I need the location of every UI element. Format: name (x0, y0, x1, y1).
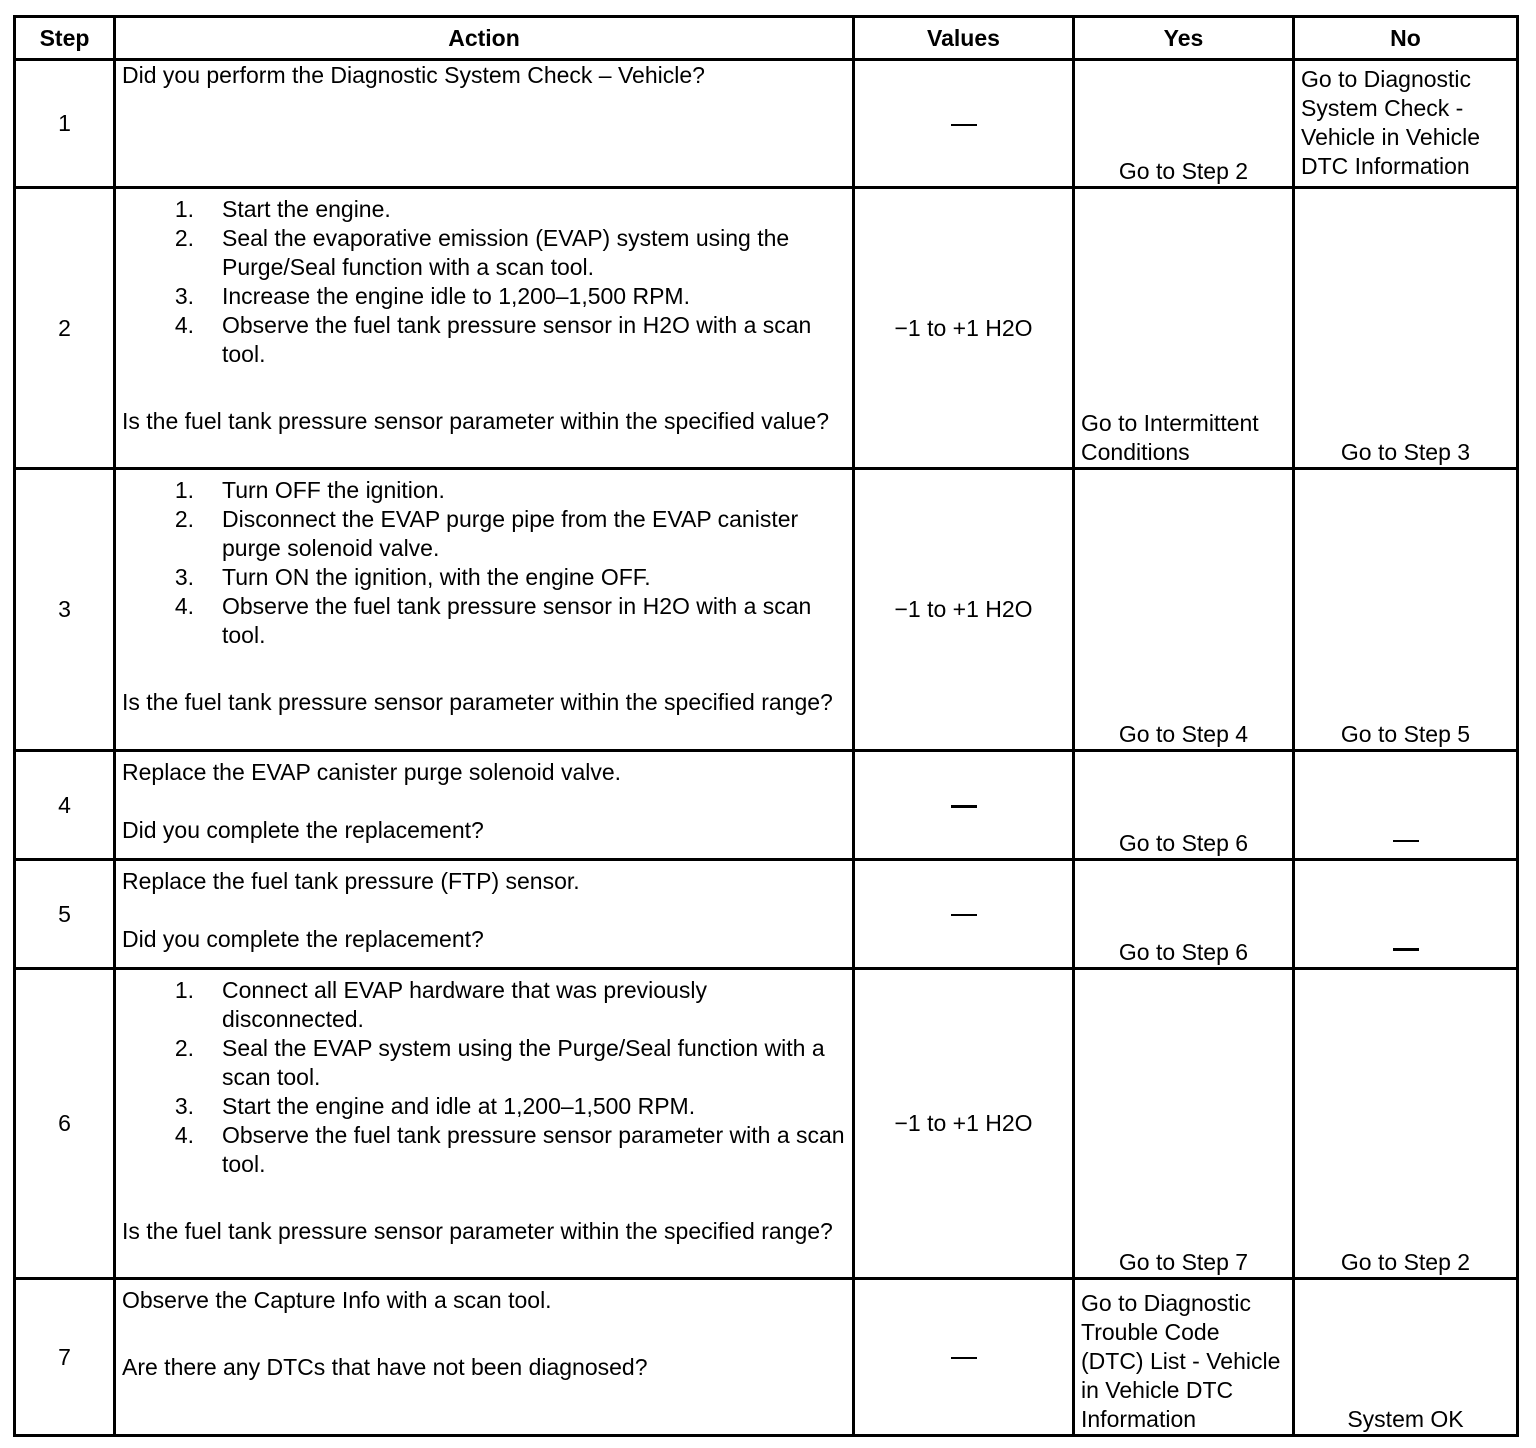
no-cell (1294, 751, 1518, 860)
step-number: 4 (15, 751, 115, 860)
list-item: 1. Connect all EVAP hardware that was previously disconnected. (174, 977, 707, 1032)
header-no: No (1294, 17, 1518, 60)
action-cell (115, 751, 854, 860)
dash-icon (951, 1357, 977, 1359)
values-cell: −1 to +1 H2O (854, 469, 1074, 751)
table-row (15, 60, 1518, 188)
no-cell: System OK (1294, 1279, 1518, 1436)
no-cell: Go to Diagnostic System Check - Vehicle in Vehicle DTC Information (1294, 60, 1518, 188)
dash-icon (951, 124, 977, 126)
values-cell (854, 751, 1074, 860)
substep-list (122, 195, 846, 369)
list-item: 2. Disconnect the EVAP purge pipe from the EVAP canister purge solenoid valve. (174, 506, 799, 561)
no-cell: Go to Step 5 (1294, 469, 1518, 751)
list-item: 4. Observe the fuel tank pressure sensor parameter with a scan tool. (174, 1122, 845, 1177)
diagnostic-table (13, 15, 1519, 1437)
action-cell (115, 188, 854, 469)
action-cell (115, 469, 854, 751)
action-instruction: Replace the EVAP canister purge solenoid valve. (122, 759, 622, 785)
table-row (15, 751, 1518, 860)
no-cell (1294, 860, 1518, 969)
step-number: 5 (15, 860, 115, 969)
no-cell: Go to Step 3 (1294, 188, 1518, 469)
header-row (15, 17, 1518, 60)
list-item: 3. Turn ON the ignition, with the engine OFF. (174, 564, 651, 590)
values-cell: −1 to +1 H2O (854, 188, 1074, 469)
action-question: Did you perform the Diagnostic System Check – Vehicle? (122, 62, 705, 88)
yes-cell: Go to Intermittent Conditions (1074, 188, 1294, 469)
yes-cell: Go to Step 4 (1074, 469, 1294, 751)
values-cell (854, 1279, 1074, 1436)
no-cell: Go to Step 2 (1294, 969, 1518, 1279)
table-row (15, 188, 1518, 469)
table-row (15, 1279, 1518, 1436)
list-item: 2. Seal the evaporative emission (EVAP) system using the Purge/Seal function with a scan tool. (174, 225, 790, 280)
step-number: 3 (15, 469, 115, 751)
header-action: Action (115, 17, 854, 60)
yes-cell: Go to Step 2 (1074, 60, 1294, 188)
action-question: Did you complete the replacement? (122, 817, 484, 843)
header-yes: Yes (1074, 17, 1294, 60)
action-cell (115, 60, 854, 188)
dash-icon (951, 914, 977, 916)
dash-icon (1393, 948, 1419, 951)
table-row (15, 860, 1518, 969)
list-item: 1. Start the engine. (174, 196, 391, 222)
action-cell (115, 1279, 854, 1436)
action-cell (115, 969, 854, 1279)
action-question: Did you complete the replacement? (122, 926, 484, 952)
list-item: 2. Seal the EVAP system using the Purge/Seal function with a scan tool. (174, 1035, 825, 1090)
yes-cell: Go to Diagnostic Trouble Code (DTC) List - Vehicle in Vehicle DTC Information (1074, 1279, 1294, 1436)
step-number: 2 (15, 188, 115, 469)
yes-cell: Go to Step 6 (1074, 751, 1294, 860)
step-number: 1 (15, 60, 115, 188)
values-cell (854, 60, 1074, 188)
header-step: Step (15, 17, 115, 60)
action-instruction: Observe the Capture Info with a scan tool. (122, 1287, 552, 1313)
values-cell (854, 860, 1074, 969)
action-question: Are there any DTCs that have not been diagnosed? (122, 1354, 648, 1380)
header-values: Values (854, 17, 1074, 60)
dash-icon (1393, 840, 1419, 842)
action-instruction: Replace the fuel tank pressure (FTP) sensor. (122, 868, 580, 894)
list-item: 3. Increase the engine idle to 1,200–1,500 RPM. (174, 283, 690, 309)
step-number: 6 (15, 969, 115, 1279)
yes-cell: Go to Step 6 (1074, 860, 1294, 969)
action-question: Is the fuel tank pressure sensor parameter within the specified value? (122, 408, 829, 434)
list-item: 3. Start the engine and idle at 1,200–1,500 RPM. (174, 1093, 696, 1119)
values-cell: −1 to +1 H2O (854, 969, 1074, 1279)
substep-list (122, 476, 846, 650)
list-item: 4. Observe the fuel tank pressure sensor in H2O with a scan tool. (174, 593, 812, 648)
action-question: Is the fuel tank pressure sensor parameter within the specified range? (122, 1218, 833, 1244)
dash-icon (951, 805, 977, 808)
step-number: 7 (15, 1279, 115, 1436)
list-item: 4. Observe the fuel tank pressure sensor in H2O with a scan tool. (174, 312, 812, 367)
list-item: 1. Turn OFF the ignition. (174, 477, 445, 503)
substep-list (122, 976, 846, 1179)
action-question: Is the fuel tank pressure sensor parameter within the specified range? (122, 689, 833, 715)
action-cell (115, 860, 854, 969)
table-row (15, 469, 1518, 751)
yes-cell: Go to Step 7 (1074, 969, 1294, 1279)
table-row (15, 969, 1518, 1279)
